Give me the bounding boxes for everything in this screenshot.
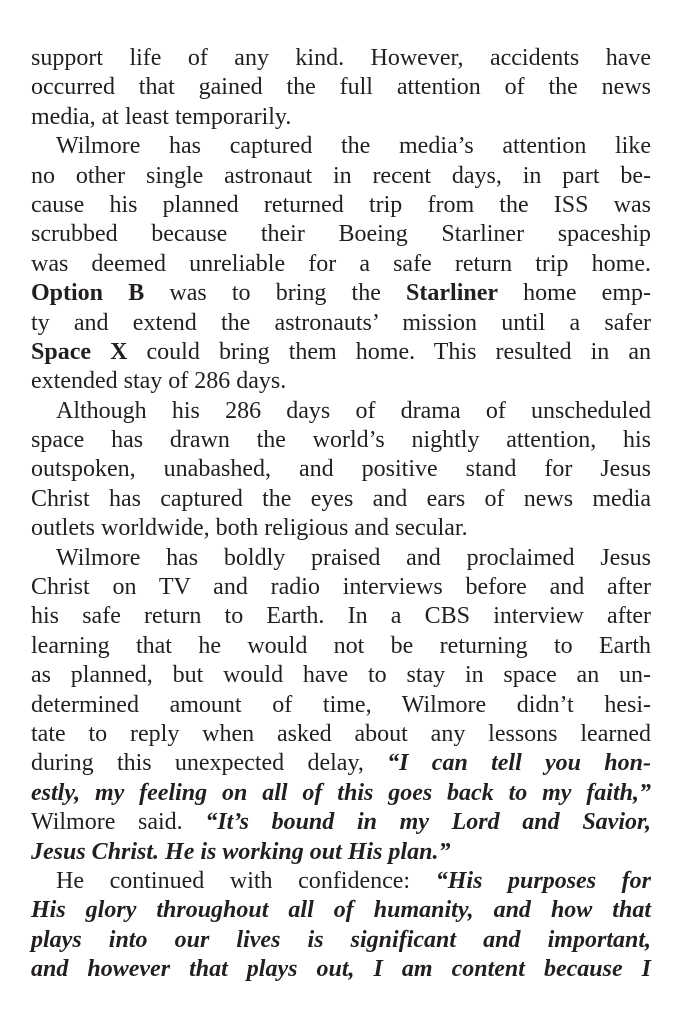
quote-text: His glory throughout all of humanity, and how that bbox=[31, 897, 651, 924]
paragraph bbox=[31, 867, 651, 985]
quote-text: “I can tell you hon- bbox=[387, 750, 651, 777]
text-run: learning that he would not be returning to Earth bbox=[31, 632, 651, 659]
text-run: his safe return to Earth. In a CBS interview after bbox=[31, 603, 651, 630]
text-run: tate to reply when asked about any lessons learned bbox=[31, 720, 651, 747]
text-run: media, at least temporarily. bbox=[31, 103, 292, 130]
text-run: He continued with confidence: bbox=[56, 867, 436, 894]
text-line bbox=[31, 191, 651, 220]
text-run: as planned, but would have to stay in space an un- bbox=[31, 662, 651, 689]
text-run: extended stay of 286 days. bbox=[31, 368, 287, 395]
text-line bbox=[31, 426, 651, 455]
paragraph bbox=[31, 544, 651, 867]
text-run: was deemed unreliable for a safe return trip home. bbox=[31, 250, 651, 277]
quote-text: “His purposes for bbox=[435, 867, 652, 894]
text-line bbox=[31, 132, 651, 161]
text-line bbox=[31, 250, 651, 279]
text-run: occurred that gained the full attention of the news bbox=[31, 74, 651, 101]
text-line bbox=[31, 838, 651, 867]
text-line bbox=[31, 455, 651, 484]
text-line bbox=[31, 397, 651, 426]
text-run: scrubbed because their Boeing Starliner spaceship bbox=[31, 221, 651, 248]
paragraph bbox=[31, 132, 651, 397]
text-run: could bring them home. This resulted in an bbox=[127, 338, 651, 365]
text-run: Wilmore has boldly praised and proclaimed Jesus bbox=[56, 544, 651, 571]
text-run: Christ on TV and radio interviews before and after bbox=[31, 574, 651, 601]
text-line bbox=[31, 220, 651, 249]
text-run: Christ has captured the eyes and ears of news media bbox=[31, 485, 651, 512]
text-line bbox=[31, 544, 651, 573]
text-line bbox=[31, 779, 651, 808]
text-run: cause his planned returned trip from the ISS was bbox=[31, 191, 651, 218]
paragraph bbox=[31, 44, 651, 132]
quote-text: “It’s bound in my Lord and Savior, bbox=[205, 809, 651, 836]
text-line bbox=[31, 602, 651, 631]
text-line bbox=[31, 896, 651, 925]
text-run: determined amount of time, Wilmore didn’t hesi- bbox=[31, 691, 651, 718]
text-line bbox=[31, 367, 651, 396]
text-line bbox=[31, 867, 651, 896]
text-line bbox=[31, 514, 651, 543]
text-run: support life of any kind. However, accidents have bbox=[31, 45, 651, 71]
text-line bbox=[31, 632, 651, 661]
text-run: during this unexpected delay, bbox=[31, 750, 388, 777]
text-run: outspoken, unabashed, and positive stand for Jesus bbox=[31, 456, 651, 483]
quote-text: Jesus Christ. He is working out His plan.” bbox=[31, 838, 451, 865]
text-line bbox=[31, 720, 651, 749]
quote-text: and however that plays out, I am content because I bbox=[31, 956, 651, 983]
quote-text: plays into our lives is significant and important, bbox=[31, 926, 651, 953]
text-run: ty and extend the astronauts’ mission until a safer bbox=[31, 309, 651, 336]
quote-text: estly, my feeling on all of this goes back to my faith,” bbox=[31, 779, 651, 806]
text-run: no other single astronaut in recent days, in part be- bbox=[31, 162, 651, 189]
text-line bbox=[31, 73, 651, 102]
text-run: Wilmore has captured the media’s attention like bbox=[56, 133, 651, 160]
text-line bbox=[31, 691, 651, 720]
bold-term: Starliner bbox=[406, 280, 499, 307]
text-run: space has drawn the world’s nightly attention, his bbox=[31, 427, 651, 454]
text-run: was to bring the bbox=[144, 280, 407, 307]
text-line bbox=[31, 926, 651, 955]
text-line bbox=[31, 485, 651, 514]
text-line bbox=[31, 103, 651, 132]
text-line bbox=[31, 808, 651, 837]
text-run: Wilmore said. bbox=[31, 809, 206, 836]
text-line bbox=[31, 309, 651, 338]
text-run: home emp- bbox=[498, 280, 651, 307]
text-run: outlets worldwide, both religious and secular. bbox=[31, 515, 468, 542]
text-line bbox=[31, 955, 651, 984]
text-line bbox=[31, 44, 651, 73]
text-line bbox=[31, 279, 651, 308]
bold-term: Space X bbox=[31, 338, 128, 365]
book-page bbox=[31, 44, 651, 985]
text-run: Although his 286 days of drama of unscheduled bbox=[56, 397, 651, 424]
text-line bbox=[31, 338, 651, 367]
text-line bbox=[31, 749, 651, 778]
text-line bbox=[31, 661, 651, 690]
bold-term: Option B bbox=[31, 280, 145, 307]
paragraph bbox=[31, 397, 651, 544]
text-line bbox=[31, 573, 651, 602]
text-line bbox=[31, 162, 651, 191]
